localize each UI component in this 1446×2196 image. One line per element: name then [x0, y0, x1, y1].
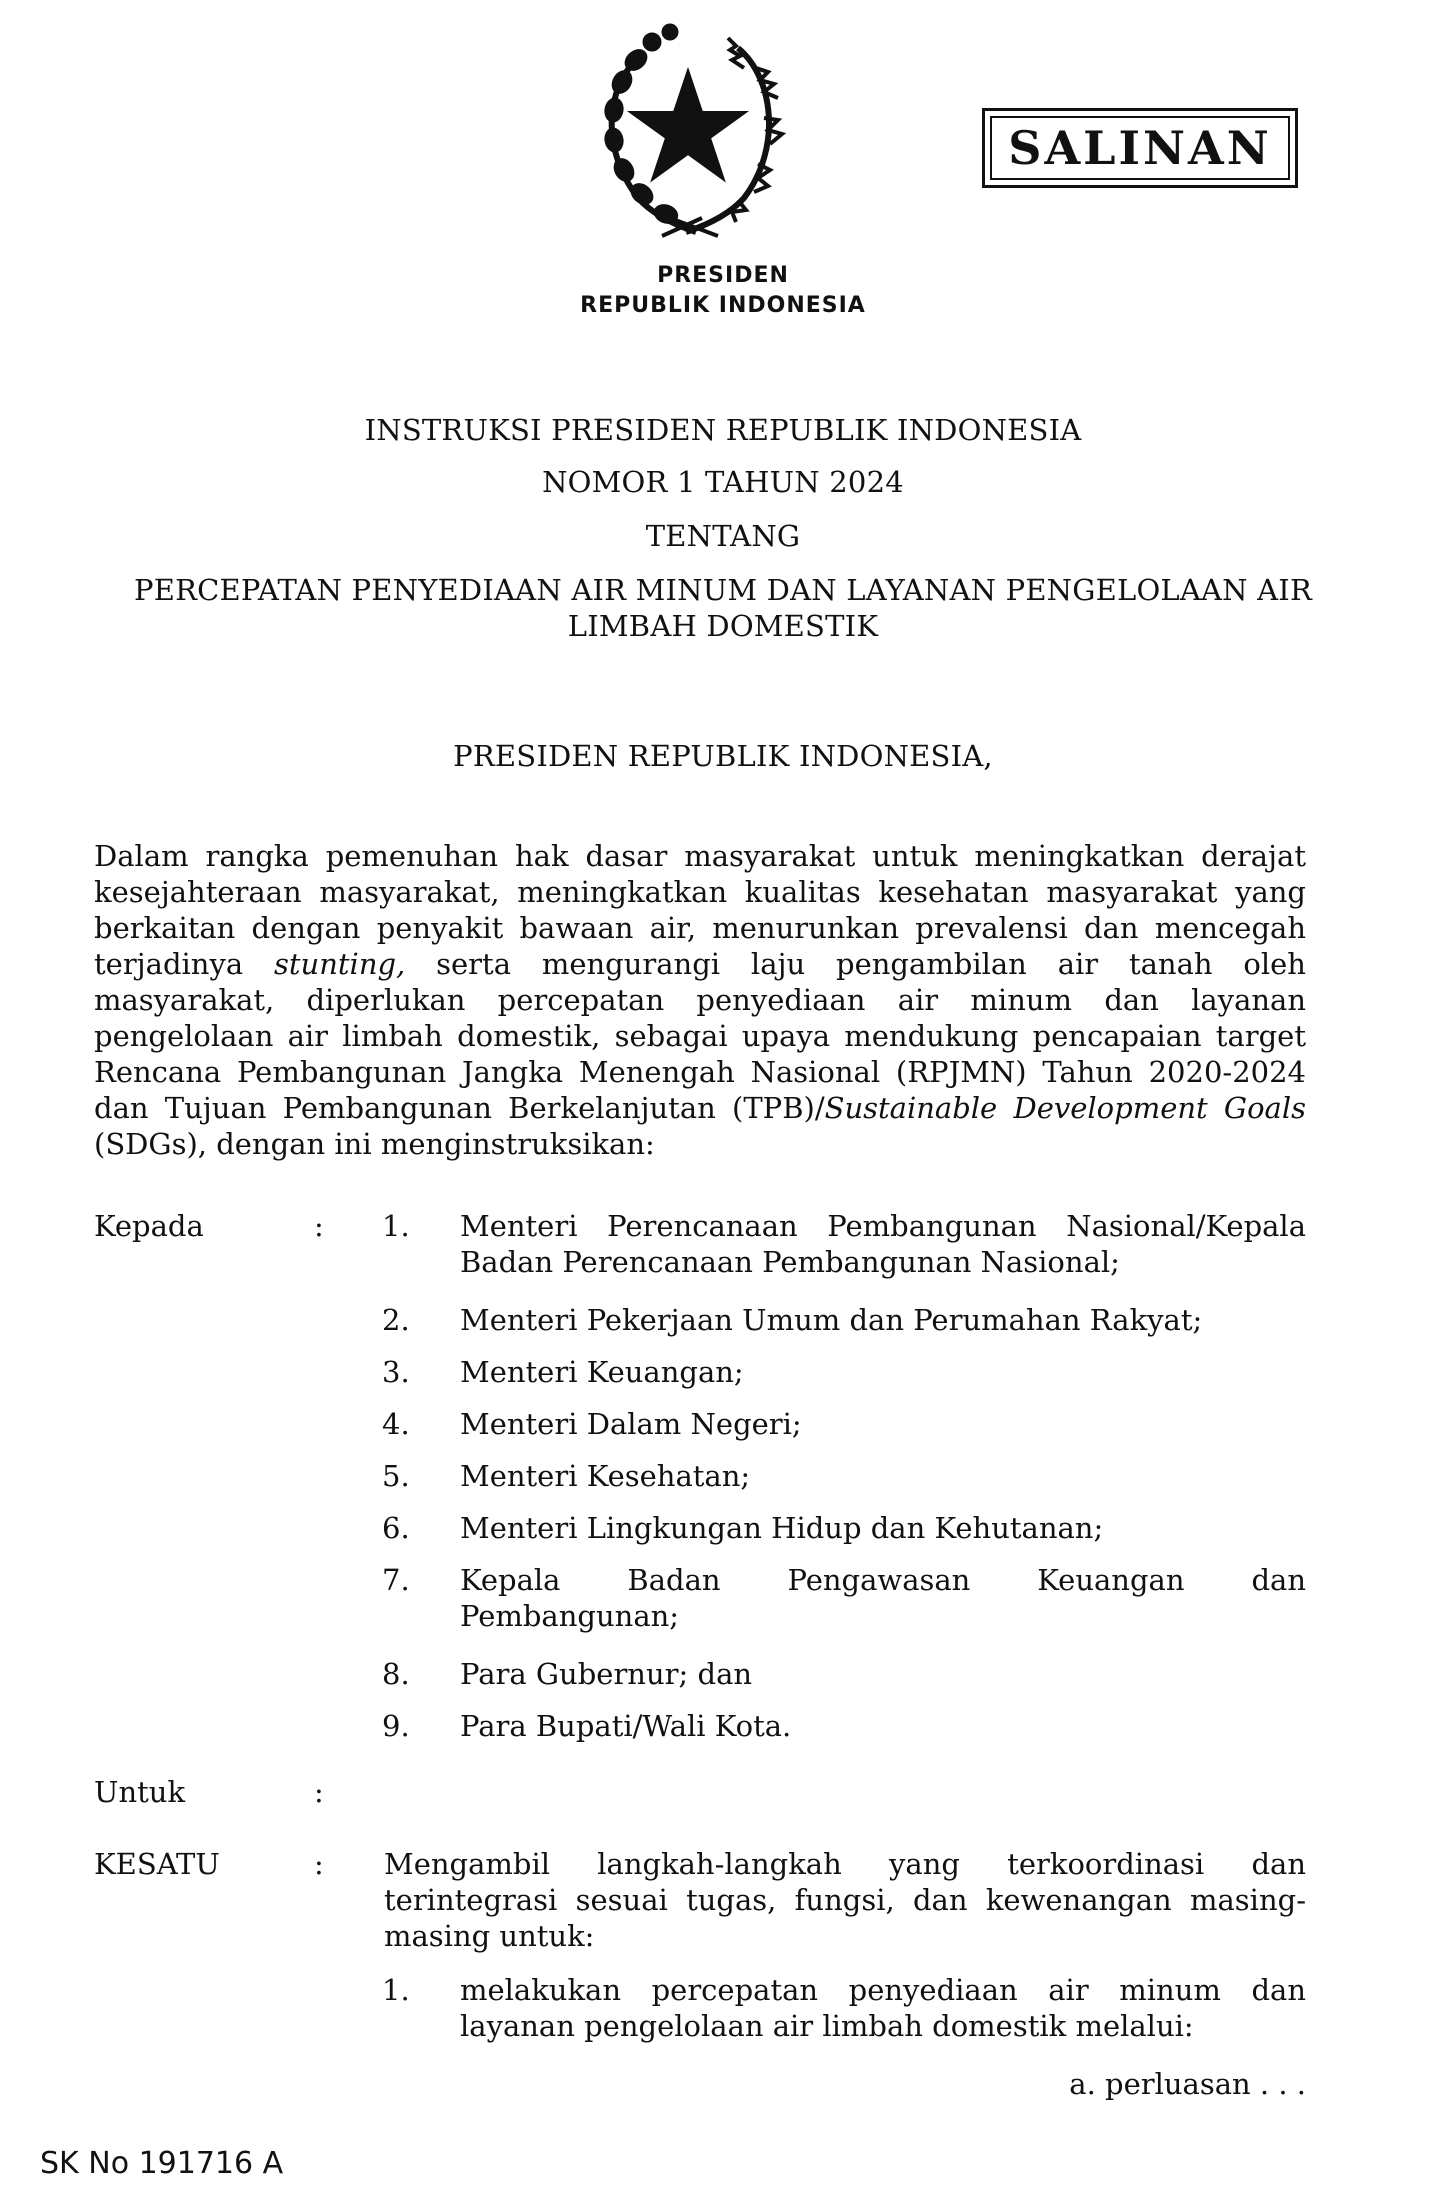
list-item-number: 2.	[382, 1303, 410, 1337]
intro-part-1: Dalam rangka pemenuhan hak dasar masyarakat untuk meningkatkan derajat kesejahteraan masyarakat, meningkatkan kualitas kesehatan masyarakat yang berkaitan dengan penyakit bawaan air, menurunkan prevalensi dan mencegah terjadinya	[94, 839, 1306, 981]
presidential-emblem-icon	[578, 18, 794, 240]
title-line-5: LIMBAH DOMESTIK	[567, 609, 879, 643]
title-line-2: NOMOR 1 TAHUN 2024	[542, 465, 904, 499]
org-name-line2: REPUBLIK INDONESIA	[580, 293, 866, 318]
kepada-label: Kepada	[94, 1209, 204, 1243]
list-item-number: 3.	[382, 1355, 410, 1389]
title-line-1: INSTRUKSI PRESIDEN REPUBLIK INDONESIA	[364, 413, 1082, 447]
salinan-stamp-label: SALINAN	[990, 116, 1290, 180]
kesatu-sub-number: 1.	[382, 1973, 410, 2007]
kesatu-colon: :	[314, 1847, 324, 1881]
list-item-number: 8.	[382, 1657, 410, 1691]
org-name-line1: PRESIDEN	[657, 263, 789, 288]
next-page-cue: a. perluasan . . .	[1069, 2067, 1306, 2101]
intro-paragraph	[94, 838, 1306, 1162]
kesatu-sub-text: melakukan percepatan penyediaan air minum dan layanan pengelolaan air limbah domestik melalui:	[460, 1973, 1306, 2043]
untuk-colon: :	[314, 1775, 324, 1809]
salinan-stamp	[982, 108, 1298, 188]
untuk-label: Untuk	[94, 1775, 186, 1809]
kepada-colon: :	[314, 1209, 324, 1243]
list-item: Kepala Badan Pengawasan Keuangan dan Pembangunan;	[460, 1563, 1306, 1633]
title-line-4: PERCEPATAN PENYEDIAAN AIR MINUM DAN LAYANAN PENGELOLAAN AIR	[133, 573, 1313, 607]
list-item-number: 9.	[382, 1709, 410, 1743]
kesatu-text: Mengambil langkah-langkah yang terkoordinasi dan terintegrasi sesuai tugas, fungsi, dan kewenangan masing-masing untuk:	[384, 1847, 1306, 1953]
list-item: Menteri Pekerjaan Umum dan Perumahan Rakyat;	[460, 1303, 1203, 1337]
issuer: PRESIDEN REPUBLIK INDONESIA,	[453, 739, 993, 773]
list-item: Para Gubernur; dan	[460, 1657, 753, 1691]
list-item-number: 4.	[382, 1407, 410, 1441]
list-item: Menteri Dalam Negeri;	[460, 1407, 802, 1441]
title-line-3: TENTANG	[645, 519, 801, 553]
kesatu-label: KESATU	[94, 1847, 220, 1881]
list-item-number: 6.	[382, 1511, 410, 1545]
document-code: SK No 191716 A	[40, 2146, 284, 2181]
list-item: Menteri Perencanaan Pembangunan Nasional/Kepala Badan Perencanaan Pembangunan Nasional;	[460, 1209, 1306, 1279]
list-item-number: 7.	[382, 1563, 410, 1597]
list-item: Menteri Lingkungan Hidup dan Kehutanan;	[460, 1511, 1104, 1545]
intro-part-2: serta mengurangi laju pengambilan air tanah oleh masyarakat, diperlukan percepatan penyediaan air minum dan layanan pengelolaan air limbah domestik, sebagai upaya mendukung pencapaian target Rencana Pembangunan Jangka Menengah Nasional (RPJMN) Tahun 2020-2024 dan Tujuan Pembangunan Berkelanjutan (TPB)/	[94, 947, 1306, 1125]
list-item: Menteri Kesehatan;	[460, 1459, 751, 1493]
list-item: Menteri Keuangan;	[460, 1355, 744, 1389]
intro-italic-2: Sustainable Development Goals	[824, 1091, 1307, 1125]
intro-part-3: (SDGs), dengan ini menginstruksikan:	[94, 1127, 655, 1161]
list-item: Para Bupati/Wali Kota.	[460, 1709, 792, 1743]
list-item-number: 1.	[382, 1209, 410, 1243]
intro-italic-1: stunting,	[274, 947, 406, 981]
list-item-number: 5.	[382, 1459, 410, 1493]
